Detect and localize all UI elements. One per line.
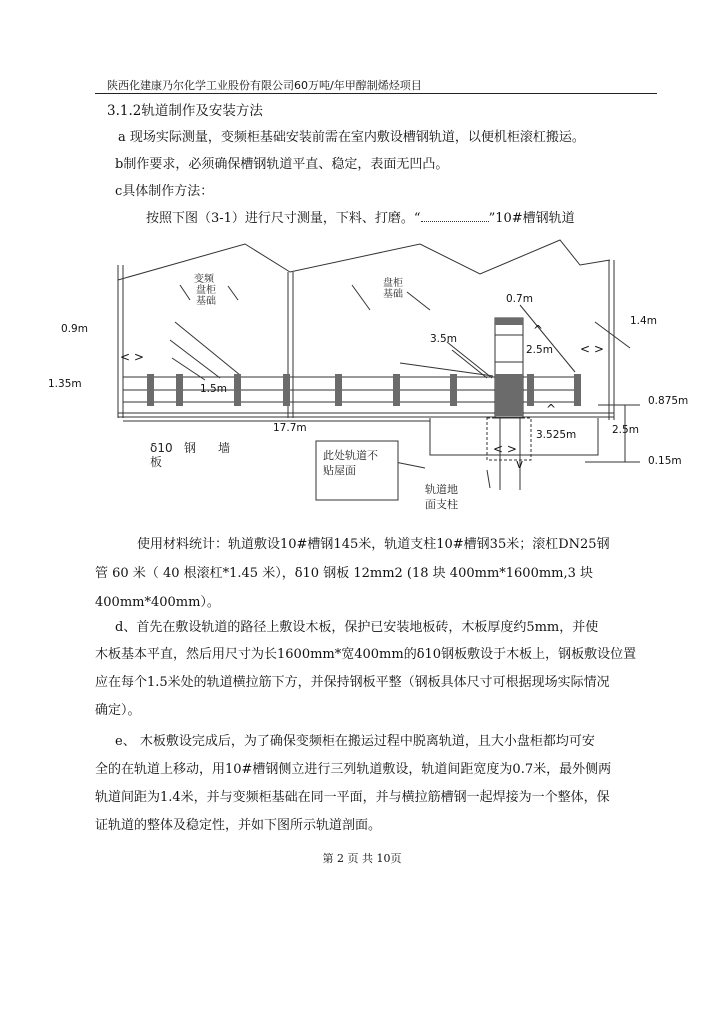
label-plate-2: 钢 [184,441,197,455]
dim-1.5m: 1.5m [200,383,227,395]
label-plate-4: 板 [150,455,163,469]
label-plate-1: δ10 [150,441,173,455]
dim-2.5m-a: 2.5m [526,344,553,356]
label-ground-post-1: 轨道地 [425,483,458,496]
dim-2.5m-b: 2.5m [612,424,639,436]
label-cabinet-base-2: 盘柜 [196,285,216,296]
arrow-up-25: ^ [533,323,544,337]
dim-3.525m: 3.525m [536,429,577,441]
label-panel-base-1: 盘柜 [383,278,403,289]
item-d-line-1: d、首先在敷设轨道的路径上敷设木板，保护已安装地板砖，木板厚度约5mm，并使 [115,620,599,635]
dim-0.15m: 0.15m [648,455,682,467]
document-header: 陕西化建康乃尔化学工业股份有限公司60万吨/年甲醇制烯烃项目 [107,79,422,92]
item-b: b制作要求，必须确保槽钢轨道平直、稳定，表面无凹凸。 [115,157,449,172]
arrow-09: < > [120,350,144,364]
roof-outline [118,240,610,280]
item-e-line-3: 轨道间距为1.4米，并与变频柜基础在同一平面，并与横拉筋槽钢一起焊接为一个整体，保 [95,790,610,805]
dim-3.5m: 3.5m [430,333,457,345]
svg-text:^: ^ [546,402,557,416]
dim-0.9m: 0.9m [61,323,88,335]
materials-line-1: 使用材料统计：轨道敷设10#槽钢145米，轨道支柱10#槽钢35米；滚杠DN25钢 [137,537,610,552]
item-a: a 现场实际测量，变频柜基础安装前需在室内敷设槽钢轨道，以便机柜滚杠搬运。 [118,130,585,145]
item-d-line-3: 应在每个1.5米处的轨道横拉筋下方，并保持钢板平整（钢板具体尺寸可根据现场实际情况 [95,675,610,690]
arrow-14: < > [580,342,604,356]
arrow-3525: < > [493,442,517,456]
item-c: c具体制作方法： [115,184,214,199]
label-cabinet-base-3: 基础 [196,296,216,307]
dim-17.7m: 17.7m [273,422,307,434]
item-e-line-4: 证轨道的整体及稳定性，并如下图所示轨道剖面。 [95,818,382,833]
section-title: 3.1.2轨道制作及安装方法 [107,103,263,119]
intro-post: ”10#槽钢轨道 [488,211,575,226]
svg-text:v: v [516,457,524,471]
label-not-roof-2: 贴屋面 [323,464,356,477]
dim-1.4m: 1.4m [630,315,657,327]
dim-0.7m: 0.7m [506,293,533,305]
item-e-line-2: 全的在轨道上移动，用10#槽钢侧立进行三列轨道敷设，轨道间距宽度为0.7米，最外侧两 [95,762,612,777]
materials-line-2: 管 60 米（ 40 根滚杠*1.45 米），δ10 钢板 12mm2 (18 块 400mm*1600mm,3 块 [95,566,594,581]
dim-1.35m: 1.35m [48,378,82,390]
label-panel-base-2: 基础 [383,289,403,300]
intro-pre: 按照下图（3-1）进行尺寸测量，下料、打磨。“ [146,211,421,226]
label-ground-post-2: 面支柱 [425,498,458,511]
item-e-line-1: e、 木板敷设完成后，为了确保变频柜在搬运过程中脱离轨道，且大小盘柜都均可安 [115,734,595,749]
label-plate-3: 墙 [218,441,231,455]
item-d-line-4: 确定）。 [95,703,141,718]
label-cabinet-base-1: 变频 [194,274,214,285]
label-not-roof-1: 此处轨道不 [323,449,378,462]
page-footer: 第 2 页 共 10页 [322,852,402,865]
dim-0.875m: 0.875m [648,395,689,407]
item-d-line-2: 木板基本平直，然后用尺寸为长1600mm*宽400mm的δ10钢板敷设于木板上，钢板敷设位置 [95,647,637,662]
materials-line-3: 400mm*400mm）。 [95,595,220,610]
